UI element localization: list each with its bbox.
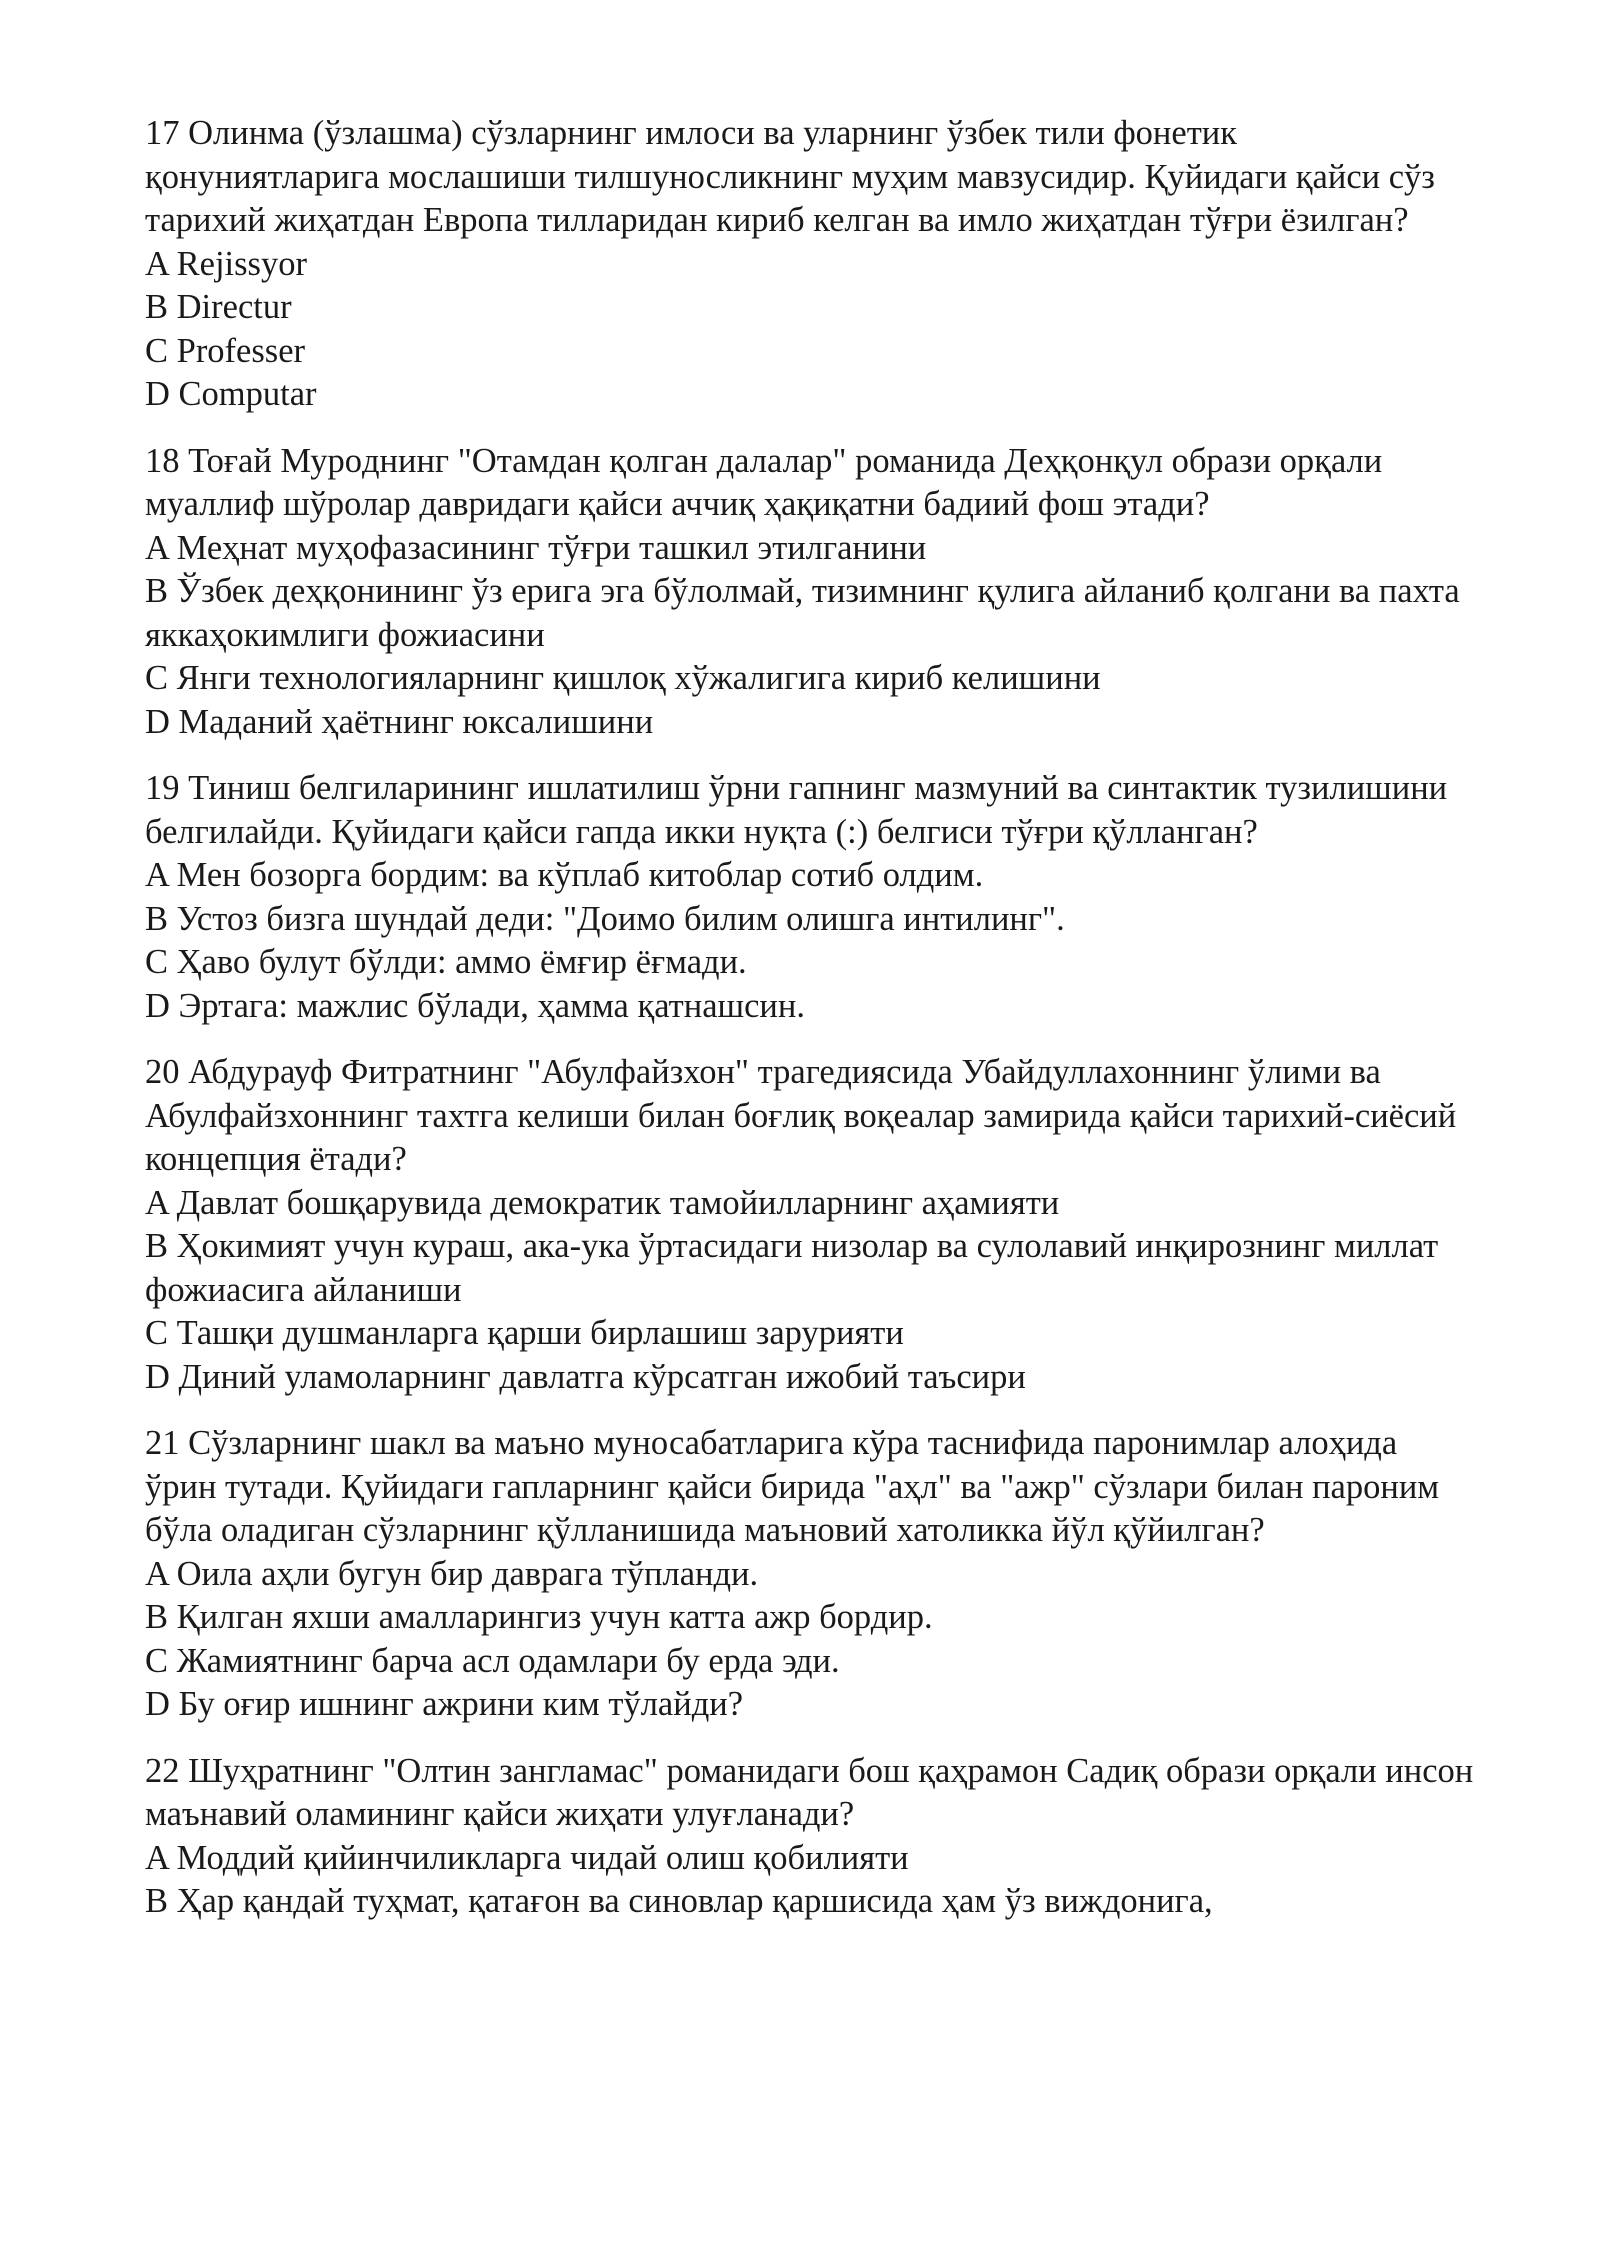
answer-option-c: C Professer [145, 331, 306, 370]
question-21 [145, 1422, 1475, 1727]
question-stem: 20 Абдурауф Фитратнинг "Абулфайзхон" трагедиясида Убайдуллахоннинг ўлими ва Абулфайзхоннинг тахтга келиши билан боғлиқ воқеалар замирида қайси тарихий-сиёсий концепция ётади? [145, 1053, 1457, 1178]
answer-option-b: B Қилган яхши амалларингиз учун катта ажр бордир. [145, 1598, 933, 1636]
answer-option-c: C Ҳаво булут бўлди: аммо ёмғир ёғмади. [145, 943, 747, 981]
question-stem: 21 Сўзларнинг шакл ва маъно муносабатларига кўра таснифида паронимлар алоҳида ўрин тутади. Қуйидаги гапларнинг қайси бирида "аҳл" ва "ажр" сўзлари билан пароним бўла оладиган сўзларнинг қўлланишида маъновий хатоликка йўл қўйилган? [145, 1424, 1440, 1549]
answer-option-b: B Ўзбек деҳқонининг ўз ерига эга бўлолмай, тизимнинг қулига айланиб қолгани ва пахта яккаҳокимлиги фожиасини [145, 572, 1460, 654]
answer-option-a: A Мен бозорга бордим: ва кўплаб китоблар сотиб олдим. [145, 856, 984, 894]
question-17 [145, 112, 1475, 417]
answer-option-c: C Жамиятнинг барча асл одамлари бу ерда эди. [145, 1641, 840, 1680]
question-stem: 17 Олинма (ўзлашма) сўзларнинг имлоси ва уларнинг ўзбек тили фонетик қонуниятларига мослашиши тилшуносликнинг муҳим мавзусидир. Қуйидаги қайси сўз тарихий жиҳатдан Европа тилларидан кириб келган ва имло жиҳатдан тўғри ёзилган? [145, 114, 1435, 239]
answer-option-d: D Computar [145, 375, 317, 413]
document-page [145, 112, 1475, 1947]
question-19 [145, 767, 1475, 1028]
answer-option-d: D Диний уламоларнинг давлатга кўрсатган ижобий таъсири [145, 1357, 1026, 1396]
question-22 [145, 1750, 1475, 1924]
answer-option-a: A Rejissyor [145, 244, 307, 283]
answer-option-a: A Давлат бошқарувида демократик тамойилларнинг аҳамияти [145, 1183, 1060, 1222]
answer-option-d: D Маданий ҳаётнинг юксалишини [145, 702, 654, 741]
question-18 [145, 440, 1475, 745]
question-stem: 22 Шуҳратнинг "Олтин зангламас" романидаги бош қаҳрамон Садиқ образи орқали инсон маънавий оламининг қайси жиҳати улуғланади? [145, 1751, 1474, 1833]
answer-option-a: A Оила аҳли бугун бир даврага тўпланди. [145, 1554, 759, 1593]
question-stem: 18 Тоғай Мурoднинг "Отамдан қолган далалар" романида Деҳқонқул образи орқали муаллиф шўролар давридаги қайси аччиқ ҳақиқатни бадиий фош этади? [145, 441, 1383, 523]
answer-option-d: D Бу оғир ишнинг ажрини ким тўлайди? [145, 1685, 744, 1723]
answer-option-d: D Эртага: мажлис бўлади, ҳамма қатнашсин. [145, 986, 805, 1025]
answer-option-c: C Янги технологияларнинг қишлоқ хўжалигига кириб келишини [145, 659, 1101, 697]
answer-option-c: C Ташқи душманларга қарши бирлашиш зарурияти [145, 1314, 904, 1352]
answer-option-a: A Меҳнат муҳофазасининг тўғри ташкил этилганини [145, 528, 927, 567]
question-20 [145, 1051, 1475, 1399]
question-stem: 19 Тиниш белгиларининг ишлатилиш ўрни гапнинг мазмуний ва синтактик тузилишини белгилайди. Қуйидаги қайси гапда икки нуқта (:) белгиси тўғри қўлланган? [145, 769, 1448, 851]
answer-option-b: B Directur [145, 288, 292, 326]
answer-option-a: A Моддий қийинчиликларга чидай олиш қобилияти [145, 1838, 909, 1877]
answer-option-b: B Ҳокимият учун кураш, ака-ука ўртасидаги низолар ва сулолавий инқирознинг миллат фожиасига айланиши [145, 1227, 1439, 1309]
answer-option-b: B Устоз бизга шундай деди: "Доимо билим олишга интилинг". [145, 899, 1065, 938]
answer-option-b: B Ҳар қандай туҳмат, қатағон ва синовлар қаршисида ҳам ўз виждонига, [145, 1882, 1213, 1920]
